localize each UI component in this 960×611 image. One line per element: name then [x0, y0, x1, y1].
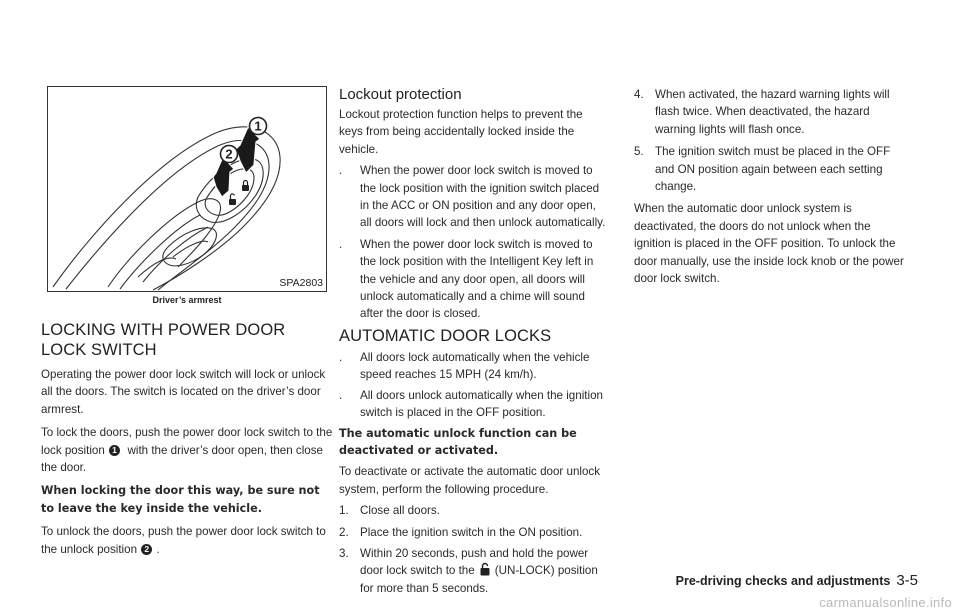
paragraph: Operating the power door lock switch will lock or unlock all the doors. The switch is located on the driver’s door armrest.: [41, 368, 326, 416]
paragraph: To deactivate or activate the automatic door unlock system, perform the following procedure.: [339, 465, 601, 496]
svg-text:1: 1: [254, 118, 262, 134]
figure-code: SPA2803: [279, 277, 323, 289]
list-item: 3. Within 20 seconds, push and hold the power door lock switch to the (UN-LOCK) position for more than 5 seconds.: [339, 546, 598, 595]
column-3: [634, 86, 904, 287]
list-item: 4. When activated, the hazard warning lights will flash twice. When deactivated, the hazard warning lights will flash once.: [634, 88, 890, 136]
page-number: 3-5: [896, 572, 918, 589]
paragraph: Lockout protection function helps to prevent the keys from being accidentally locked inside the vehicle.: [339, 108, 583, 156]
page-footer: [600, 572, 918, 590]
paragraph-unlock-position: To unlock the doors, push the power door lock switch to the unlock position 2 .: [41, 525, 326, 556]
warning-text: When locking the door this way, be sure not to leave the key inside the vehicle.: [41, 484, 320, 515]
column-1: [41, 320, 333, 558]
svg-text:2: 2: [225, 146, 233, 162]
section-heading-automatic: AUTOMATIC DOOR LOCKS: [339, 326, 552, 345]
list-item: . All doors lock automatically when the vehicle speed reaches 15 MPH (24 km/h).: [339, 350, 590, 382]
list-item: . All doors unlock automatically when the ignition switch is placed in the OFF position.: [339, 388, 603, 420]
callout-2-icon: [221, 146, 238, 163]
section-heading-locking: LOCKING WITH POWER DOOR LOCK SWITCH: [41, 321, 286, 359]
subheading-lockout: Lockout protection: [339, 86, 462, 103]
callout-1-badge: 1: [109, 445, 120, 456]
callout-2-badge: 2: [141, 544, 152, 555]
list-item: . When the power door lock switch is moved to the lock position with the ignition switch placed in the ACC or ON position and any door open, all doors will lock and then unlock automatically.: [339, 164, 606, 230]
list-item: 2. Place the ignition switch in the ON position.: [339, 525, 583, 539]
figure-caption: Driver’s armrest: [152, 295, 222, 305]
list-item: 1. Close all doors.: [339, 504, 440, 518]
emphasis-text: The automatic unlock function can be deactivated or activated.: [339, 426, 577, 457]
column-2: [339, 86, 607, 597]
chapter-title: Pre-driving checks and adjustments: [675, 574, 891, 588]
unlock-icon: [479, 562, 491, 576]
callout-1-icon: [250, 118, 267, 135]
paragraph-lock-position: To lock the doors, push the power door lock switch to the lock position 1 with the driver’s door open, then close the door.: [41, 426, 333, 475]
list-item: 5. The ignition switch must be placed in the OFF and ON position again between each setting change.: [634, 145, 891, 194]
armrest-illustration: [48, 87, 326, 291]
paragraph: When the automatic door unlock system is deactivated, the doors do not unlock when the ignition is placed in the OFF position. To unlock the door manually, use the inside lock knob or the power door lock switch.: [634, 202, 904, 286]
watermark: carmanualsonline.info: [819, 595, 952, 610]
list-item: . When the power door lock switch is moved to the lock position with the Intelligent Key left in the vehicle and any door open, all doors will unlock automatically and a chime will sound after the door is closed.: [339, 237, 594, 321]
armrest-figure: [47, 86, 327, 292]
